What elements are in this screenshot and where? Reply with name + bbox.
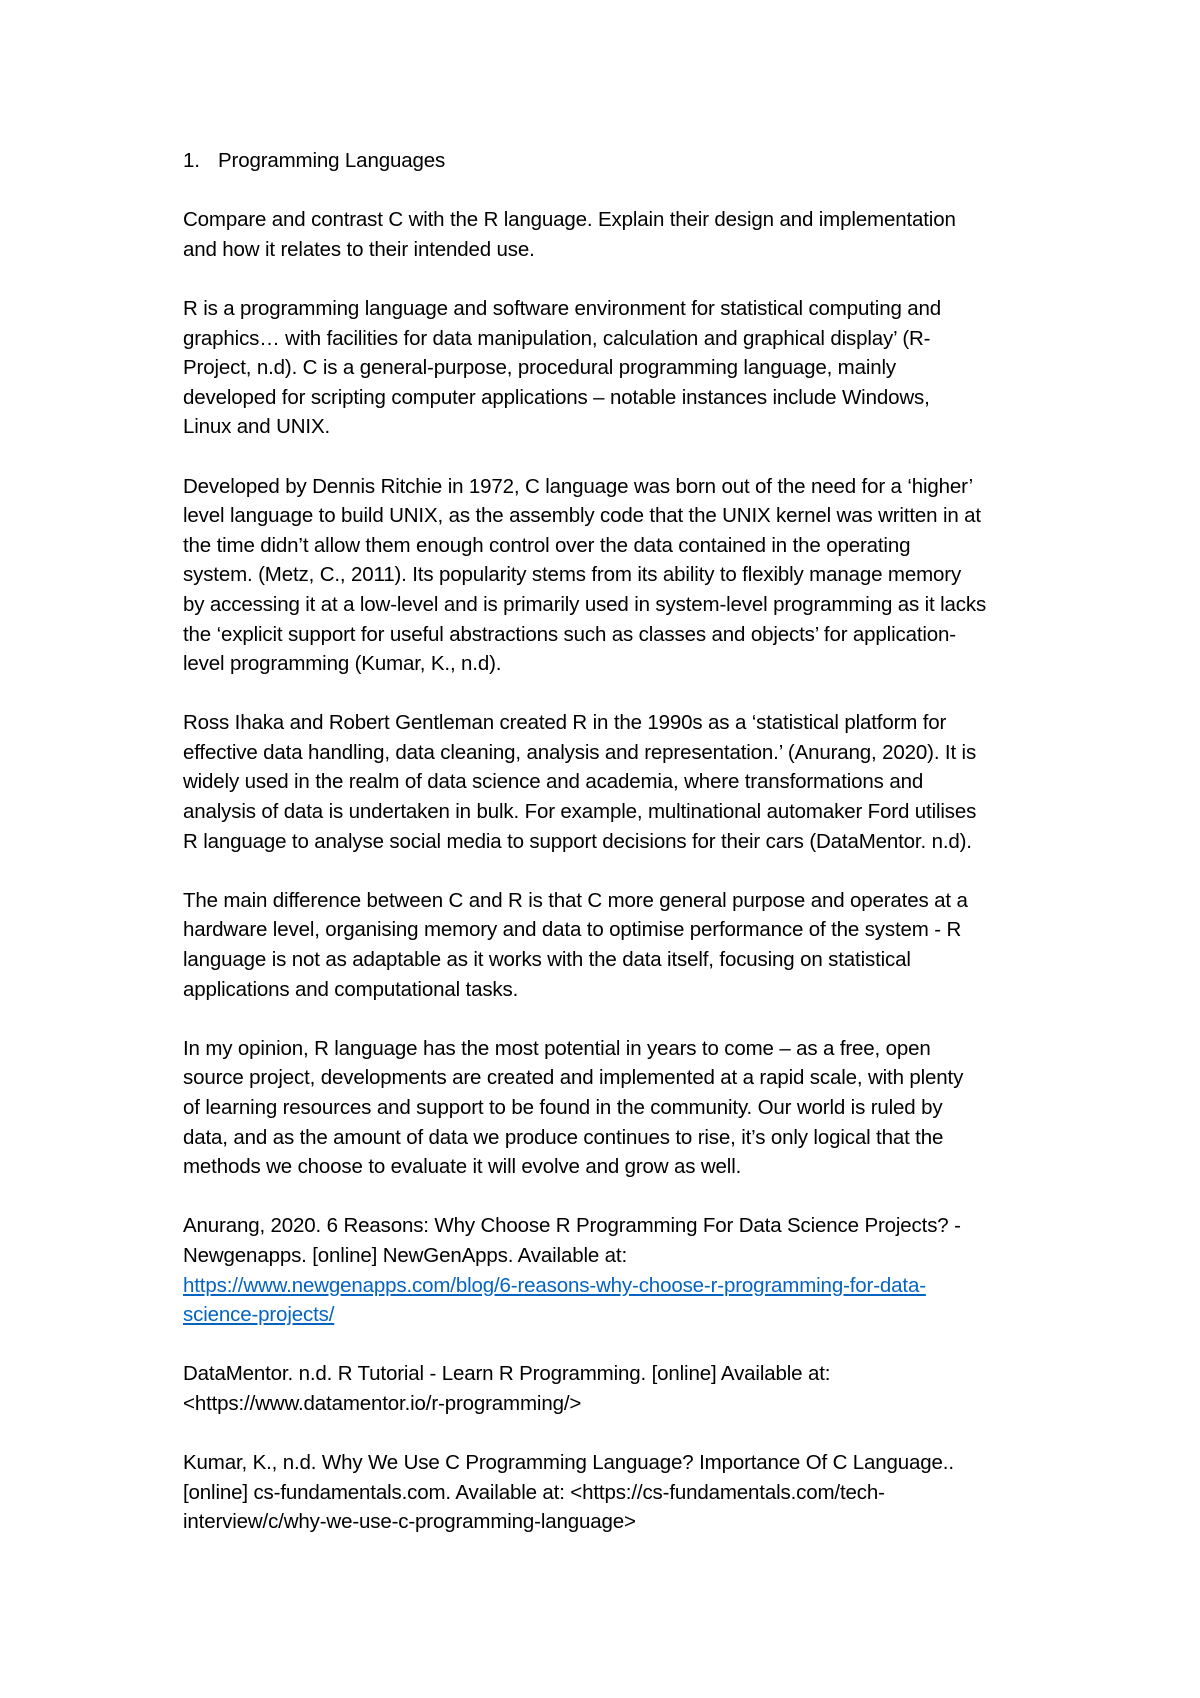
paragraph-line: data, and as the amount of data we produce continues to rise, it’s only logical that the	[183, 1125, 944, 1149]
paragraph-line: by accessing it at a low-level and is primarily used in system-level programming as it lacks	[183, 592, 987, 616]
paragraph-line: R is a programming language and software environment for statistical computing and	[183, 296, 941, 320]
paragraph-line: language is not as adaptable as it works with the data itself, focusing on statistical	[183, 948, 911, 972]
section-number: 1.	[183, 149, 200, 172]
reference-link[interactable]: https://www.newgenapps.com/blog/6-reasons-why-choose-r-programming-for-data-	[183, 1273, 926, 1297]
section-title: Programming Languages	[218, 149, 446, 172]
paragraph-line: Linux and UNIX.	[183, 415, 331, 439]
paragraph-line: In my opinion, R language has the most potential in years to come – as a free, open	[183, 1036, 931, 1060]
paragraph-line: level programming (Kumar, K., n.d).	[183, 652, 502, 676]
paragraph-line: the ‘explicit support for useful abstractions such as classes and objects’ for application-	[183, 622, 956, 646]
paragraph-line: level language to build UNIX, as the assembly code that the UNIX kernel was written in at	[183, 504, 981, 528]
reference-line: DataMentor. n.d. R Tutorial - Learn R Programming. [online] Available at:	[183, 1362, 831, 1386]
paragraph-line: methods we choose to evaluate it will evolve and grow as well.	[183, 1155, 742, 1179]
reference-line: [online] cs-fundamentals.com. Available at: <https://cs-fundamentals.com/tech-	[183, 1480, 885, 1504]
question-paragraph	[183, 205, 1083, 264]
paragraph-line: analysis of data is undertaken in bulk. For example, multinational automaker Ford utilises	[183, 800, 977, 824]
reference-anurang	[183, 1211, 1083, 1329]
reference-line: interview/c/why-we-use-c-programming-language>	[183, 1510, 636, 1534]
section-heading	[183, 146, 1083, 176]
paragraph-line: source project, developments are created and implemented at a rapid scale, with plenty	[183, 1066, 964, 1090]
paragraph-differences	[183, 886, 1083, 1004]
paragraph-r-history	[183, 708, 1083, 856]
paragraph-line: Developed by Dennis Ritchie in 1972, C language was born out of the need for a ‘higher’	[183, 474, 974, 498]
paragraph-line: of learning resources and support to be found in the community. Our world is ruled by	[183, 1096, 943, 1119]
paragraph-r-definition	[183, 294, 1083, 442]
paragraph-line: The main difference between C and R is that C more general purpose and operates at a	[183, 888, 968, 912]
question-line: and how it relates to their intended use.	[183, 237, 535, 261]
paragraph-line: applications and computational tasks.	[183, 977, 519, 1001]
paragraph-line: developed for scripting computer applications – notable instances include Windows,	[183, 385, 930, 409]
reference-line: <https://www.datamentor.io/r-programming/>	[183, 1391, 582, 1415]
reference-line: Newgenapps. [online] NewGenApps. Available at:	[183, 1243, 628, 1267]
paragraph-line: Project, n.d). C is a general-purpose, procedural programming language, mainly	[183, 356, 897, 380]
reference-line: Anurang, 2020. 6 Reasons: Why Choose R Programming For Data Science Projects? -	[183, 1214, 961, 1238]
paragraph-opinion	[183, 1034, 1083, 1182]
paragraph-line: widely used in the realm of data science and academia, where transformations and	[183, 770, 924, 794]
paragraph-line: the time didn’t allow them enough control over the data contained in the operating	[183, 533, 911, 557]
reference-link[interactable]: science-projects/	[183, 1303, 335, 1327]
paragraph-line: R language to analyse social media to support decisions for their cars (DataMentor. n.d).	[183, 829, 972, 853]
document-body	[183, 146, 1083, 1567]
paragraph-line: graphics… with facilities for data manipulation, calculation and graphical display’ (R-	[183, 326, 931, 350]
paragraph-line: effective data handling, data cleaning, analysis and representation.’ (Anurang, 2020). It is	[183, 740, 977, 764]
paragraph-line: hardware level, organising memory and data to optimise performance of the system - R	[183, 918, 962, 942]
paragraph-line: system. (Metz, C., 2011). Its popularity stems from its ability to flexibly manage memory	[183, 563, 962, 587]
paragraph-line: Ross Ihaka and Robert Gentleman created R in the 1990s as a ‘statistical platform for	[183, 711, 947, 735]
reference-kumar	[183, 1448, 1083, 1537]
reference-datamentor	[183, 1359, 1083, 1418]
paragraph-c-history	[183, 472, 1083, 679]
question-line: Compare and contrast C with the R language. Explain their design and implementation	[183, 208, 956, 232]
reference-line: Kumar, K., n.d. Why We Use C Programming Language? Importance Of C Language..	[183, 1451, 954, 1475]
